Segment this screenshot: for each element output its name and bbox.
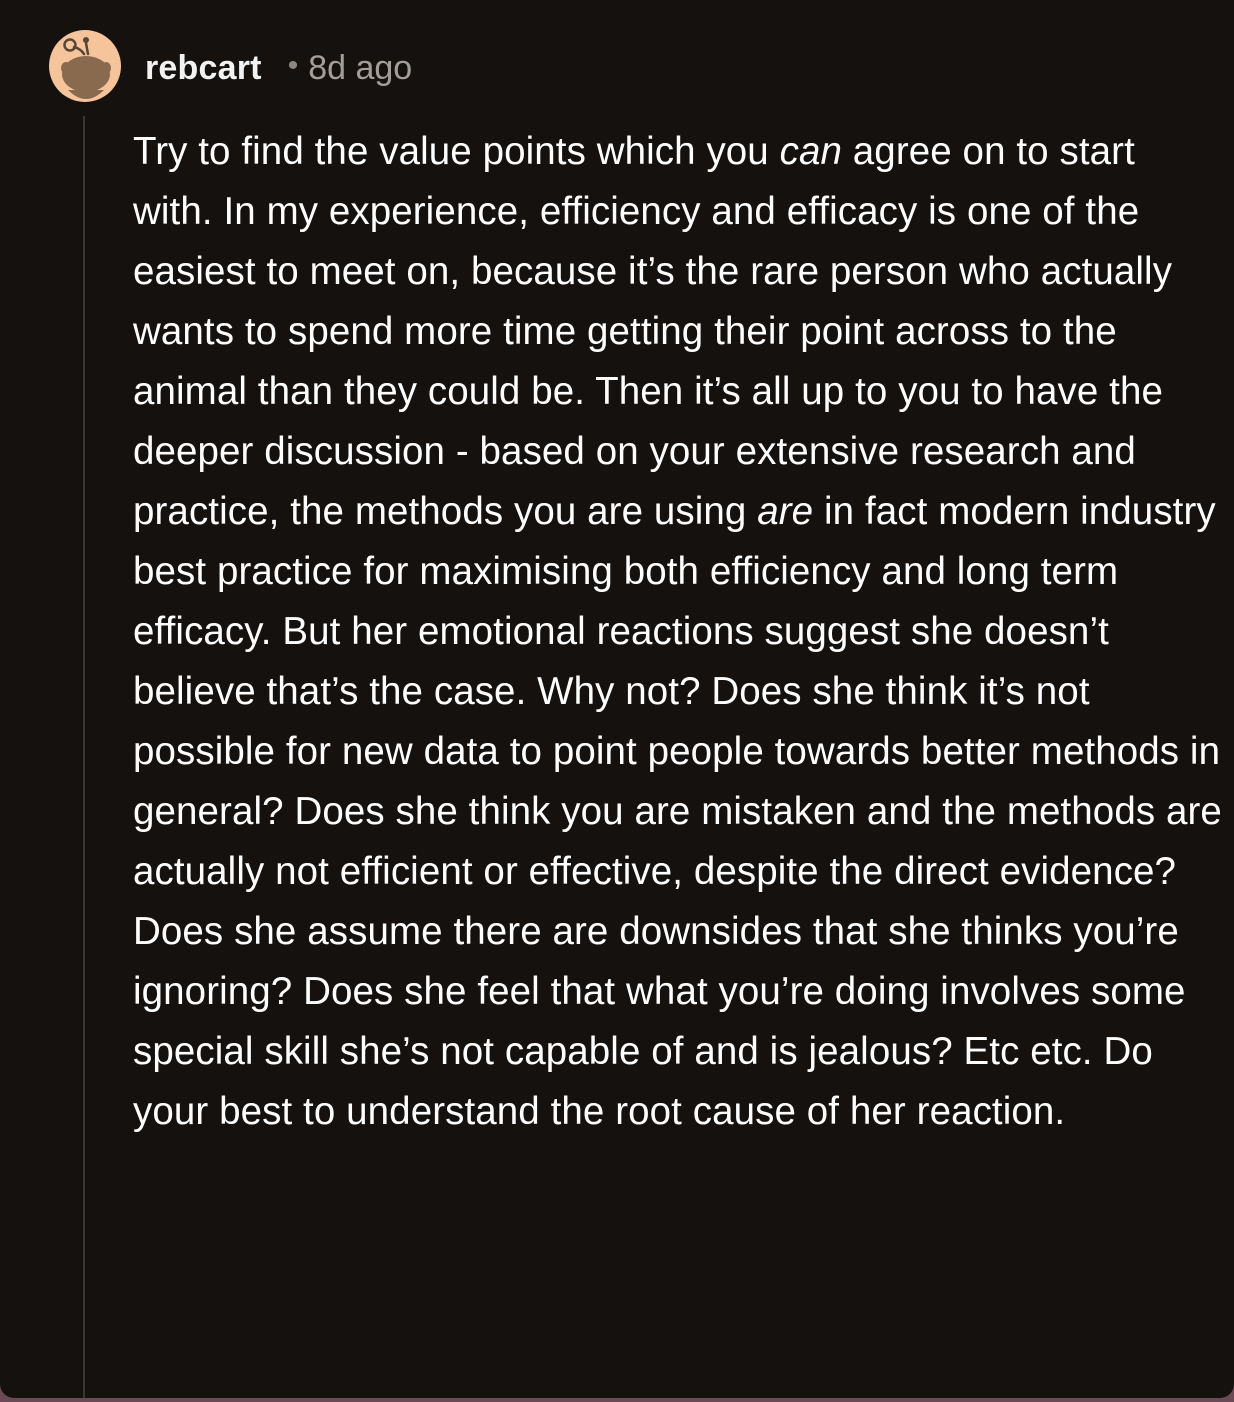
user-avatar[interactable]: [48, 18, 122, 114]
snoo-avatar-icon: [48, 18, 122, 114]
comment-emphasis: can: [779, 130, 842, 173]
timestamp-link[interactable]: 8d ago: [308, 48, 413, 87]
comment-body: [133, 122, 1223, 1142]
comment-meta: [145, 44, 412, 92]
username-link[interactable]: rebcart: [145, 48, 262, 87]
comment-text-segment: in fact modern industry best practice for maximising both efficiency and long term efficacy. But her emotional reactions suggest she doesn’t believe that’s the case. Why not? Does she think it’s not possible for new data to point people towards better methods in general? Does she think you are mistaken and the methods are actually not efficient or effective, despite the direct evidence? Does she assume there are downsides that she thinks you’re ignoring? Does she feel that what you’re doing involves some special skill she’s not capable of and is jealous? Etc etc. Do your best to understand the root cause of her reaction.: [133, 490, 1222, 1133]
comment-text-segment: agree on to start with. In my experience, efficiency and efficacy is one of the easiest to meet on, because it’s the rare person who actually wants to spend more time getting their point across to the animal than they could be. Then it’s all up to you to have the deeper discussion - based on your extensive research and practice, the methods you are using: [133, 130, 1173, 533]
thread-line[interactable]: [83, 116, 85, 1398]
comment-text-segment: Try to find the value points which you: [133, 130, 780, 173]
comment-emphasis: are: [757, 490, 814, 533]
comment-text: [133, 122, 1223, 1142]
meta-separator: •: [287, 49, 299, 82]
